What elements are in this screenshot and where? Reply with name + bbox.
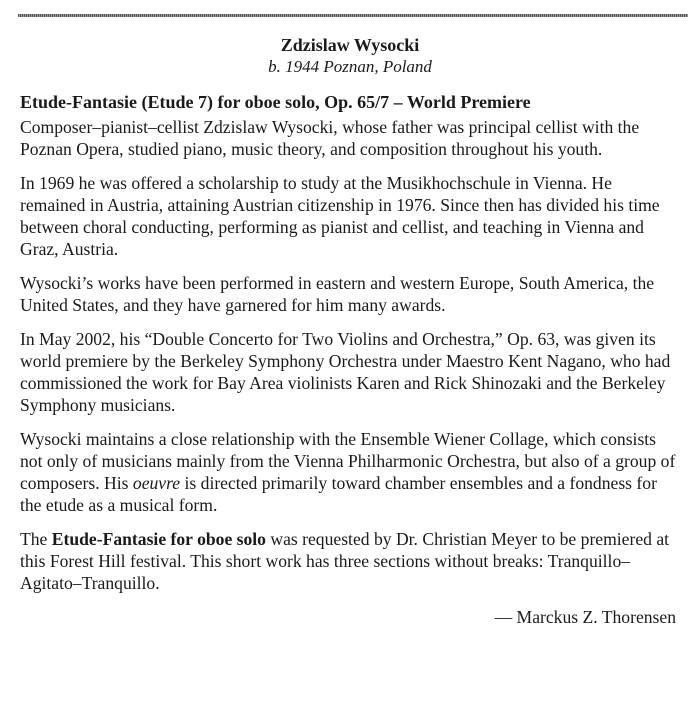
paragraph-5-text-a: Wysocki maintains a close relationship with the Ensemble Wiener Collage, which consists not only of musicians mainly from the Vienna Philharmonic Orchestra, but also of a group of composers. His bbox=[20, 429, 676, 493]
paragraph-6 bbox=[20, 528, 680, 594]
work-title: Etude-Fantasie (Etude 7) for oboe solo, Op. 65/7 – World Premiere bbox=[20, 92, 531, 112]
paragraph-5-text-b: is directed primarily toward chamber ensembles and a fondness for the etude as a musical form. bbox=[20, 473, 657, 515]
paragraph-1: Composer–pianist–cellist Zdzislaw Wysocki, whose father was principal cellist with the Poznan Opera, studied piano, music theory, and composition throughout his youth. bbox=[20, 117, 640, 159]
composer-name: Zdzislaw Wysocki bbox=[280, 35, 420, 55]
paragraph-5-italic: oeuvre bbox=[132, 473, 181, 493]
paragraph-4: In May 2002, his “Double Concerto for Two Violins and Orchestra,” Op. 63, was given its world premiere by the Berkeley Symphony Orchestra under Maestro Kent Nagano, who had commissioned the work for Bay Area violinists Karen and Rick Shinozaki and the Berkeley Symphony musicians. bbox=[20, 329, 671, 415]
paragraph-3: Wysocki’s works have been performed in eastern and western Europe, South America, the United States, and they have garnered for him many awards. bbox=[20, 273, 655, 315]
paragraph-5 bbox=[20, 428, 680, 516]
author-signature: — Marckus Z. Thorensen bbox=[494, 607, 676, 627]
paragraph-6-text-a: The bbox=[20, 529, 52, 549]
program-note bbox=[20, 34, 680, 628]
paragraph-2: In 1969 he was offered a scholarship to study at the Musikhochschule in Vienna. He remained in Austria, attaining Austrian citizenship in 1976. Since then has divided his time between choral conducting, performing as pianist and cellist, and teaching in Vienna and Graz, Austria. bbox=[20, 173, 660, 259]
top-rule bbox=[18, 14, 688, 17]
paragraph-6-bold: Etude-Fantasie for oboe solo bbox=[51, 529, 266, 549]
composer-birth: b. 1944 Poznan, Poland bbox=[268, 57, 432, 76]
paragraph-6-text-b: was requested by Dr. Christian Meyer to be premiered at this Forest Hill festival. This short work has three sections without breaks: Tranquillo–Agitato–Tranquillo. bbox=[20, 529, 670, 593]
